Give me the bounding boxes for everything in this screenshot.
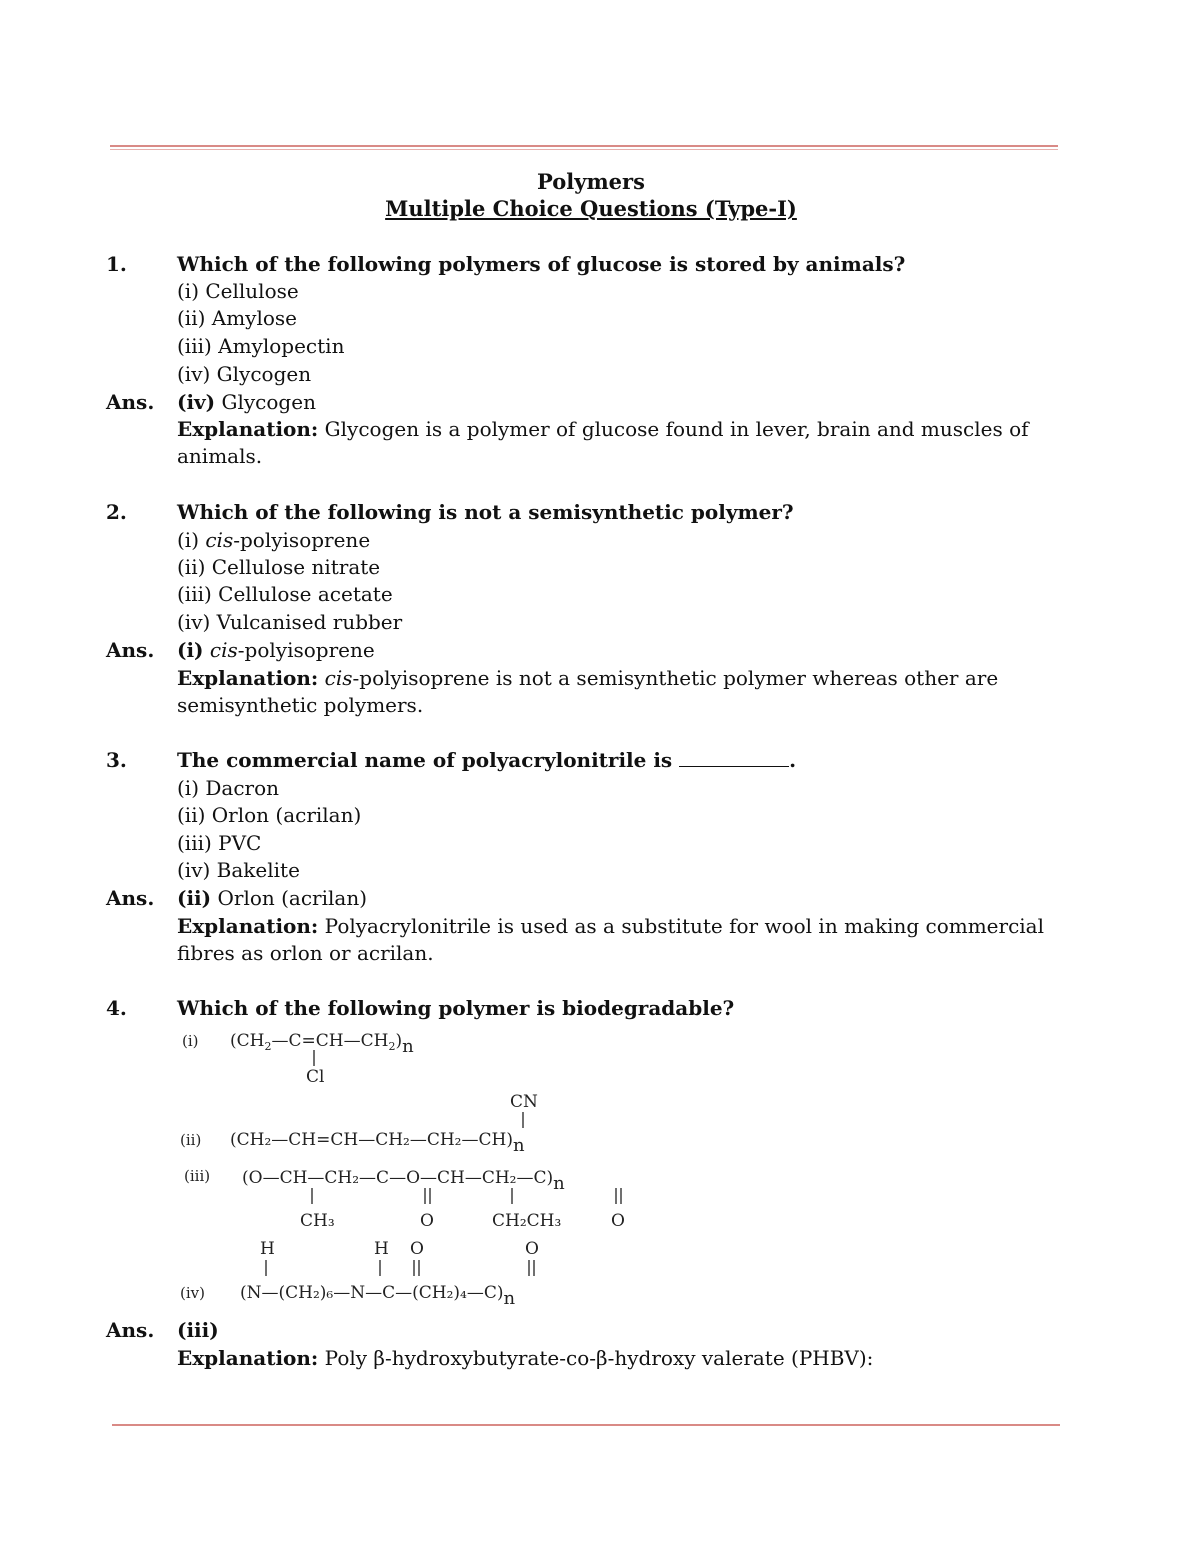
answer-label: Ans. bbox=[106, 1318, 155, 1342]
answer-option: (i) bbox=[177, 638, 204, 662]
substituent-label: Cl bbox=[306, 1067, 325, 1087]
answer bbox=[177, 637, 375, 664]
structure-label: (iv) bbox=[180, 1284, 205, 1302]
option: (iv) Vulcanised rubber bbox=[177, 610, 403, 634]
explanation-label: Explanation: bbox=[177, 914, 319, 938]
explanation-text: Polyacrylonitrile is used as a substitute for wool in making commercial bbox=[318, 914, 1044, 938]
bottom-divider bbox=[112, 1424, 1060, 1426]
option: (iv) Bakelite bbox=[177, 858, 300, 882]
answer-text: Orlon (acrilan) bbox=[211, 886, 368, 910]
substituent-label: O bbox=[410, 1239, 424, 1259]
option: (ii) Amylose bbox=[177, 306, 297, 330]
question-text: Which of the following polymers of glucose is stored by animals? bbox=[177, 252, 906, 276]
question-end: . bbox=[789, 748, 797, 772]
question-number: 3. bbox=[106, 748, 127, 772]
substituent-label: CH₂CH₃ bbox=[492, 1211, 562, 1231]
polymer-structures bbox=[170, 1022, 690, 1317]
explanation-continued: fibres as orlon or acrilan. bbox=[177, 941, 434, 965]
answer-label: Ans. bbox=[106, 390, 155, 414]
explanation-text: Glycogen is a polymer of glucose found in lever, brain and muscles of bbox=[318, 417, 1029, 441]
explanation-label: Explanation: bbox=[177, 1346, 319, 1370]
substituent-label: O bbox=[525, 1239, 539, 1259]
question-text: Which of the following is not a semisynthetic polymer? bbox=[177, 500, 794, 524]
answer-text: -polyisoprene bbox=[237, 638, 375, 662]
option-prefix: (i) bbox=[177, 528, 206, 552]
substituent-label: H bbox=[374, 1239, 389, 1259]
option: (iv) Glycogen bbox=[177, 362, 312, 386]
option: (i) Cellulose bbox=[177, 279, 299, 303]
question-text: Which of the following polymer is biodegradable? bbox=[177, 996, 735, 1020]
explanation-continued: semisynthetic polymers. bbox=[177, 693, 424, 717]
answer-blank bbox=[679, 750, 789, 767]
page-title: Polymers bbox=[537, 169, 645, 194]
option-italic: cis bbox=[205, 528, 234, 552]
explanation bbox=[177, 416, 1029, 443]
substituent-label: O bbox=[420, 1211, 434, 1231]
page-subtitle: Multiple Choice Questions (Type-I) bbox=[385, 196, 797, 221]
answer-italic: cis bbox=[209, 638, 238, 662]
option: (iii) Cellulose acetate bbox=[177, 582, 393, 606]
substituent-label: H bbox=[260, 1239, 275, 1259]
option: (iii) PVC bbox=[177, 831, 262, 855]
explanation-italic: cis bbox=[324, 666, 353, 690]
structure-iii-formula: (O—CH—CH₂—C—O—CH—CH₂—C)n bbox=[242, 1168, 565, 1194]
explanation-label: Explanation: bbox=[177, 666, 319, 690]
structure-label: (iii) bbox=[184, 1167, 211, 1185]
substituent-label: O bbox=[611, 1211, 625, 1231]
answer-label: Ans. bbox=[106, 638, 155, 662]
answer-option: (iv) bbox=[177, 390, 216, 414]
option: (iii) Amylopectin bbox=[177, 334, 345, 358]
substituent-label: CN bbox=[510, 1092, 538, 1112]
question-stem: The commercial name of polyacrylonitrile is bbox=[177, 748, 673, 772]
explanation-label: Explanation: bbox=[177, 417, 319, 441]
option: (i) Dacron bbox=[177, 776, 280, 800]
answer-option: (ii) bbox=[177, 886, 212, 910]
option: (ii) Orlon (acrilan) bbox=[177, 803, 362, 827]
answer-option: (iii) bbox=[177, 1318, 219, 1342]
structure-ii-formula: (CH₂—CH=CH—CH₂—CH₂—CH)n bbox=[230, 1130, 525, 1156]
top-divider bbox=[110, 145, 1058, 150]
question-number: 1. bbox=[106, 252, 127, 276]
structure-iv-formula: (N—(CH₂)₆—N—C—(CH₂)₄—C)n bbox=[240, 1283, 516, 1309]
option-rest: -polyisoprene bbox=[233, 528, 371, 552]
question-text bbox=[177, 747, 796, 774]
explanation-continued: animals. bbox=[177, 444, 263, 468]
structure-i-formula: $(CH_2—C=CH—CH_2)n$ bbox=[230, 1031, 414, 1057]
question-number: 2. bbox=[106, 500, 127, 524]
structure-label: (i) bbox=[182, 1032, 199, 1050]
explanation bbox=[177, 913, 1044, 940]
option bbox=[177, 527, 370, 554]
option: (ii) Cellulose nitrate bbox=[177, 555, 381, 579]
structure-label: (ii) bbox=[180, 1131, 202, 1149]
answer-label: Ans. bbox=[106, 886, 155, 910]
answer-text: Glycogen bbox=[215, 390, 316, 414]
substituent-label: CH₃ bbox=[300, 1211, 335, 1231]
explanation-text: -polyisoprene is not a semisynthetic polymer whereas other are bbox=[352, 666, 999, 690]
question-number: 4. bbox=[106, 996, 127, 1020]
answer bbox=[177, 885, 367, 912]
explanation-text: Poly β-hydroxybutyrate-co-β-hydroxy valerate (PHBV): bbox=[318, 1346, 874, 1370]
answer bbox=[177, 389, 316, 416]
explanation bbox=[177, 665, 998, 692]
explanation bbox=[177, 1345, 873, 1372]
